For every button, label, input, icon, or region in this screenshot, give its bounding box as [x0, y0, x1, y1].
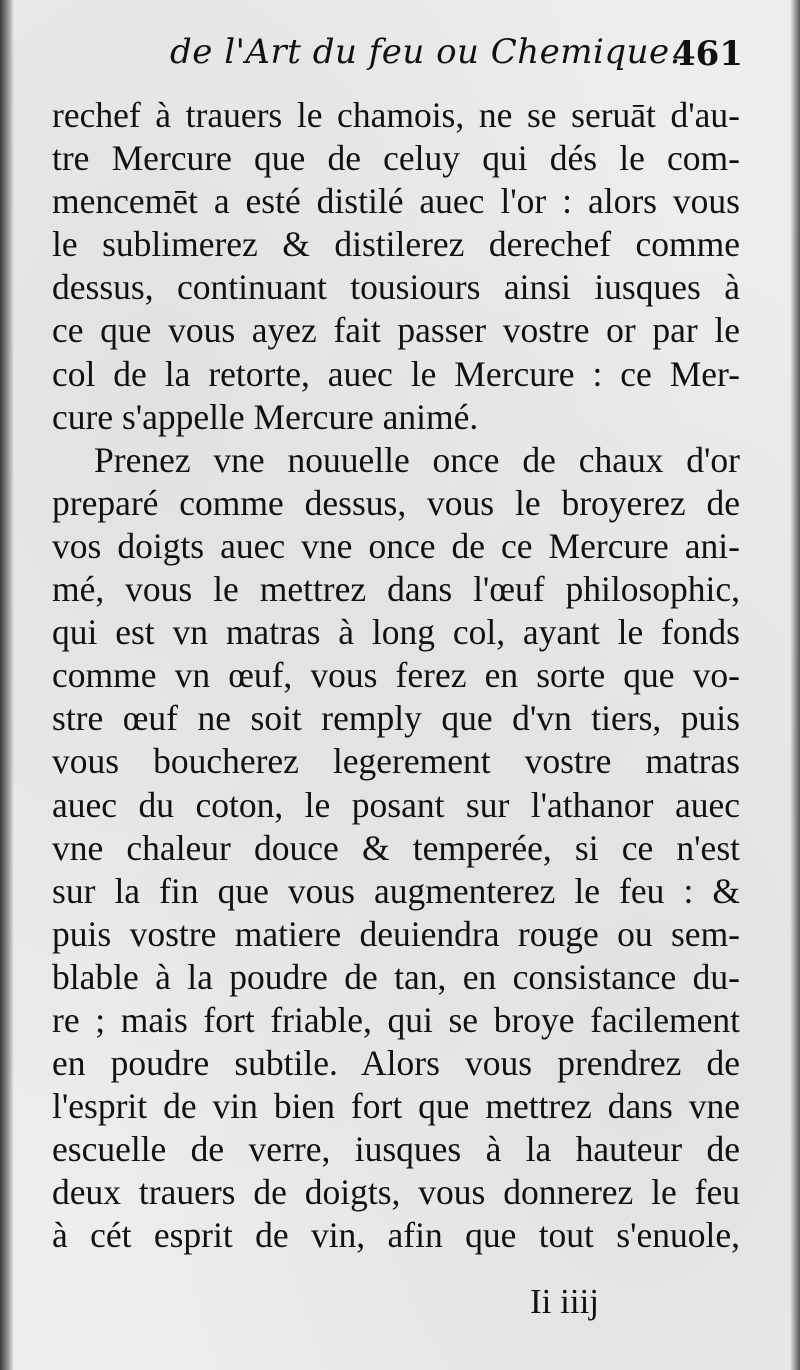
running-head: de l'Art du feu ou Chemique. — [170, 32, 681, 72]
text-line: auec du coton, le posant sur l'athanor auec — [52, 784, 740, 825]
paragraph-2 — [52, 439, 740, 1258]
text-line: qui est vn matras à long col, ayant le fonds — [52, 612, 740, 653]
body-text — [52, 94, 740, 1258]
text-line: comme vn œuf, vous ferez en sorte que vo- — [52, 655, 740, 696]
text-line: à cét esprit de vin, afin que tout s'enuole, — [52, 1215, 740, 1256]
text-line: escuelle de verre, iusques à la hauteur de — [52, 1129, 740, 1170]
text-line: vos doigts auec vne once de ce Mercure ani- — [52, 525, 740, 566]
text-line: Prenez vne nouuelle once de chaux d'or — [94, 439, 740, 480]
text-line: re ; mais fort friable, qui se broye facilement — [52, 999, 740, 1040]
paragraph-1 — [52, 94, 740, 439]
text-line: vne chaleur douce & temperée, si ce n'est — [52, 827, 740, 868]
text-line: ce que vous ayez fait passer vostre or par le — [52, 310, 740, 351]
text-line: mencemēt a esté distilé auec l'or : alors vous — [52, 181, 740, 222]
text-line: l'esprit de vin bien fort que mettrez dans vne — [52, 1086, 740, 1127]
text-line: preparé comme dessus, vous le broyerez de — [52, 482, 740, 523]
text-line: mé, vous le mettrez dans l'œuf philosophic, — [52, 569, 740, 610]
page-number: 461 — [672, 34, 743, 74]
text-line: blable à la poudre de tan, en consistance du- — [52, 956, 740, 997]
text-line: puis vostre matiere deuiendra rouge ou sem- — [52, 913, 740, 954]
text-line: vous boucherez legerement vostre matras — [52, 741, 740, 782]
page-right-edge-shadow — [790, 0, 800, 1370]
text-line: sur la fin que vous augmenterez le feu : & — [52, 870, 740, 911]
text-line: en poudre subtile. Alors vous prendrez de — [52, 1043, 740, 1084]
signature-mark: Ii iiij — [530, 1282, 600, 1321]
text-line: stre œuf ne soit remply que d'vn tiers, puis — [52, 698, 740, 739]
page-left-edge-shadow — [0, 0, 14, 1370]
text-line: le sublimerez & distilerez derechef comme — [52, 224, 740, 265]
text-line: rechef à trauers le chamois, ne se seruāt d'au- — [52, 95, 740, 135]
page-header — [0, 22, 800, 82]
text-line: dessus, continuant tousiours ainsi iusques à — [52, 267, 740, 308]
text-line: deux trauers de doigts, vous donnerez le feu — [52, 1172, 740, 1213]
text-line: col de la retorte, auec le Mercure : ce Mer- — [52, 353, 740, 394]
text-line: cure s'appelle Mercure animé. — [52, 396, 479, 437]
text-line: tre Mercure que de celuy qui dés le com- — [52, 138, 740, 179]
